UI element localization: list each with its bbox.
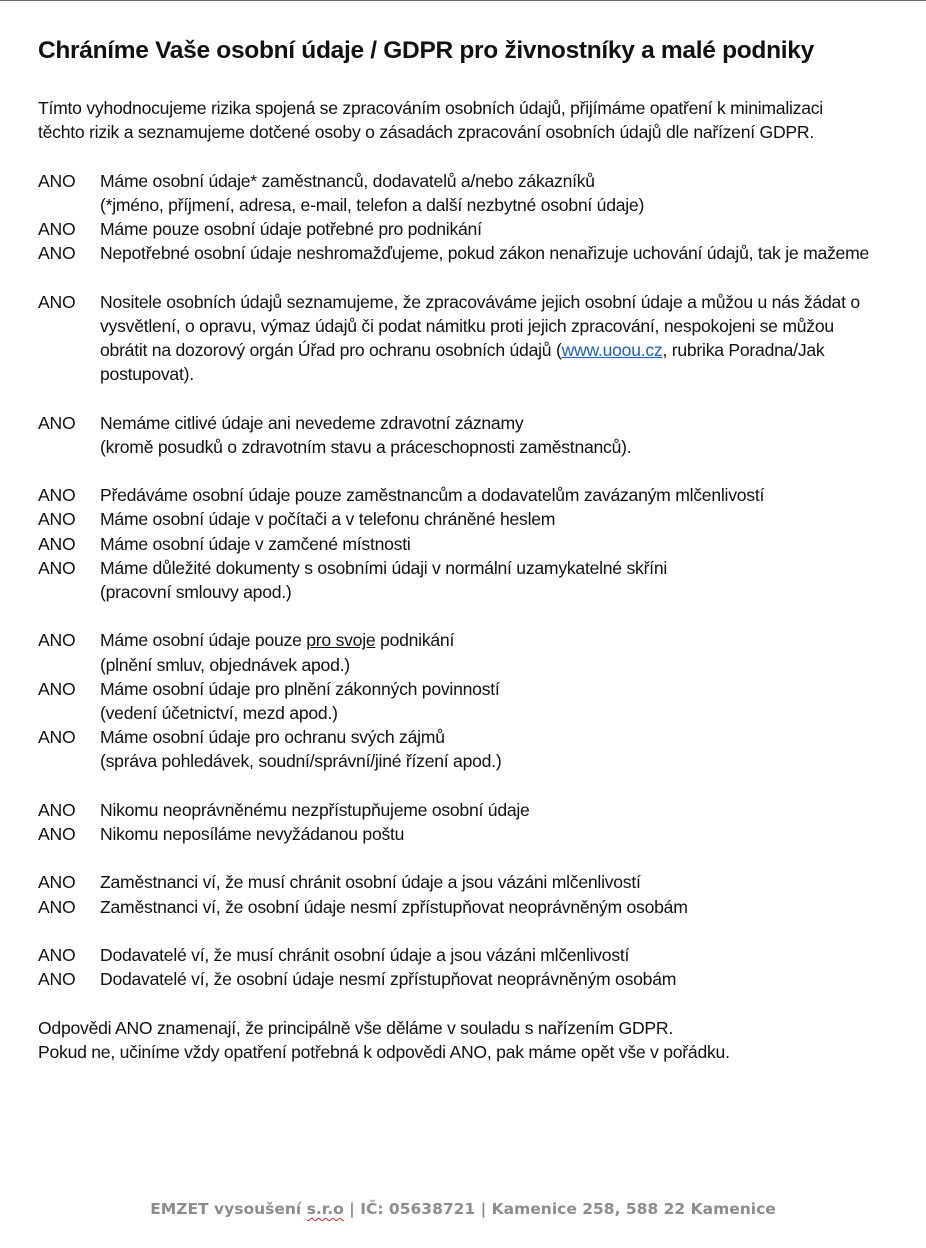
statement-line: Máme osobní údaje* zaměstnanců, dodavatelů a/nebo zákazníků [100,170,595,191]
footer-company-suffix: s.r.o [306,1200,344,1218]
statement-line [100,338,898,362]
statement-line: (kromě posudků o zdravotním stavu a práceschopnosti zaměstnanců). [100,436,632,457]
statement-line: Zaměstnanci ví, že musí chránit osobní údaje a jsou vázáni mlčenlivostí [100,872,641,893]
statement-line: Dodavatelé ví, že osobní údaje nesmí zpřístupňovat neoprávněným osobám [100,969,677,990]
statement-text: podnikání [375,630,455,651]
answer-label: ANO [38,219,76,239]
checklist-item [38,556,898,604]
document-title: Chráníme Vaše osobní údaje / GDPR pro živnostníky a malé podniky [38,37,814,64]
closing-line-1: Odpovědi ANO znamenají, že principálně vše děláme v souladu s nařízením GDPR. [38,1017,673,1038]
statement [100,628,898,676]
checklist-group [38,290,898,387]
statement-line: Máme osobní údaje v počítači a v telefonu chráněné heslem [100,509,556,530]
checklist-group [38,798,898,846]
statement [100,895,898,919]
answer-label: ANO [38,872,76,893]
document-page [38,36,898,1064]
statement-line: (vedení účetnictví, mezd apod.) [100,703,338,723]
answer-label: ANO [38,557,76,578]
page-top-border [0,0,926,1]
statement [100,943,898,967]
statement-line: postupovat). [100,364,194,385]
statement-line: Nikomu neposíláme nevyžádanou poštu [100,824,405,844]
statement [100,483,898,507]
statement [100,677,898,725]
statement-text: obrátit na dozorový orgán Úřad pro ochranu osobních údajů ( [100,340,562,360]
statement-line: Nikomu neoprávněnému nezpřístupňujeme osobní údaje [100,799,530,820]
checklist-group [38,411,898,459]
answer-label: ANO [38,969,76,990]
footer-company: EMZET vysoušení [150,1200,307,1218]
checklist-item [38,895,898,919]
footer-details: | IČ: 05638721 | Kamenice 258, 588 22 Kamenice [343,1200,776,1218]
statement [100,532,898,556]
closing-line-2: Pokud ne, učiníme vždy opatření potřebná k odpovědi ANO, pak máme opět vše v pořádku. [38,1041,730,1062]
answer-label: ANO [38,485,76,506]
gdpr-checklist [38,169,898,992]
statement-line: Předáváme osobní údaje pouze zaměstnancům a dodavatelům zavázaným mlčenlivostí [100,485,765,506]
statement-text: Máme osobní údaje pouze [100,630,307,651]
answer-label: ANO [38,678,76,699]
intro-paragraph [38,96,898,144]
checklist-item [38,943,898,967]
checklist-item [38,822,898,846]
statement [100,822,898,846]
statement [100,290,898,387]
checklist-group [38,169,898,266]
checklist-group [38,870,898,918]
statement-line: Nepotřebné osobní údaje neshromažďujeme, pokud zákon nenařizuje uchování údajů, tak je mažeme [100,243,870,264]
checklist-item [38,483,898,507]
checklist-group [38,483,898,604]
underlined-emphasis: pro svoje [306,630,376,651]
statement [100,411,898,459]
statement-line: Zaměstnanci ví, že osobní údaje nesmí zpřístupňovat neoprávněným osobám [100,896,688,917]
checklist-item [38,217,898,241]
statement-line: (plnění smluv, objednávek apod.) [100,654,350,675]
statement-line [100,628,898,652]
page-footer [0,1200,926,1218]
checklist-item [38,411,898,459]
checklist-item [38,507,898,531]
statement-line: Máme osobní údaje pro ochranu svých zájmů [100,727,445,748]
answer-label: ANO [38,944,76,965]
answer-label: ANO [38,509,76,530]
statement [100,967,898,991]
statement [100,870,898,894]
statement-line: Máme osobní údaje v zamčené místnosti [100,533,411,554]
answer-label: ANO [38,896,76,917]
answer-label: ANO [38,170,76,191]
statement-line: Dodavatelé ví, že musí chránit osobní údaje a jsou vázáni mlčenlivostí [100,944,630,965]
intro-line-1: Tímto vyhodnocujeme rizika spojená se zpracováním osobních údajů, přijímáme opatření k minimalizaci [38,98,823,118]
uoou-website-link[interactable]: www.uoou.cz [561,340,663,360]
statement-line: Nemáme citlivé údaje ani nevedeme zdravotní záznamy [100,412,524,433]
statement-line: Máme pouze osobní údaje potřebné pro podnikání [100,219,482,239]
checklist-item [38,677,898,725]
answer-label: ANO [38,630,76,651]
answer-label: ANO [38,824,76,844]
statement-line: Máme osobní údaje pro plnění zákonných povinností [100,678,500,699]
checklist-item [38,967,898,991]
closing-paragraph [38,1016,898,1064]
answer-label: ANO [38,412,76,433]
answer-label: ANO [38,727,76,748]
checklist-item [38,532,898,556]
statement [100,217,898,241]
statement [100,241,898,265]
intro-line-2: těchto rizik a seznamujeme dotčené osoby o zásadách zpracování osobních údajů dle nařízení GDPR. [38,122,814,143]
statement-line: (pracovní smlouvy apod.) [100,582,292,602]
checklist-item [38,628,898,676]
answer-label: ANO [38,243,76,264]
statement-line: (*jméno, příjmení, adresa, e-mail, telefon a další nezbytné osobní údaje) [100,194,645,215]
checklist-item [38,290,898,387]
checklist-group [38,628,898,773]
checklist-group [38,943,898,991]
answer-label: ANO [38,291,76,312]
checklist-item [38,870,898,894]
statement-line: Nositele osobních údajů seznamujeme, že zpracováváme jejich osobní údaje a můžou u nás žádat o [100,291,860,312]
statement [100,725,898,773]
statement-line: vysvětlení, o opravu, výmaz údajů či podat námitku proti jejich zpracování, nespokojeni se můžou [100,315,834,336]
statement [100,798,898,822]
statement [100,507,898,531]
checklist-item [38,241,898,265]
statement [100,169,898,217]
checklist-item [38,798,898,822]
answer-label: ANO [38,799,76,820]
statement-line: (správa pohledávek, soudní/správní/jiné řízení apod.) [100,751,502,772]
statement-text: , rubrika Poradna/Jak [662,340,825,360]
checklist-item [38,725,898,773]
answer-label: ANO [38,533,76,554]
statement [100,556,898,604]
checklist-item [38,169,898,217]
statement-line: Máme důležité dokumenty s osobními údaji v normální uzamykatelné skříni [100,557,668,578]
